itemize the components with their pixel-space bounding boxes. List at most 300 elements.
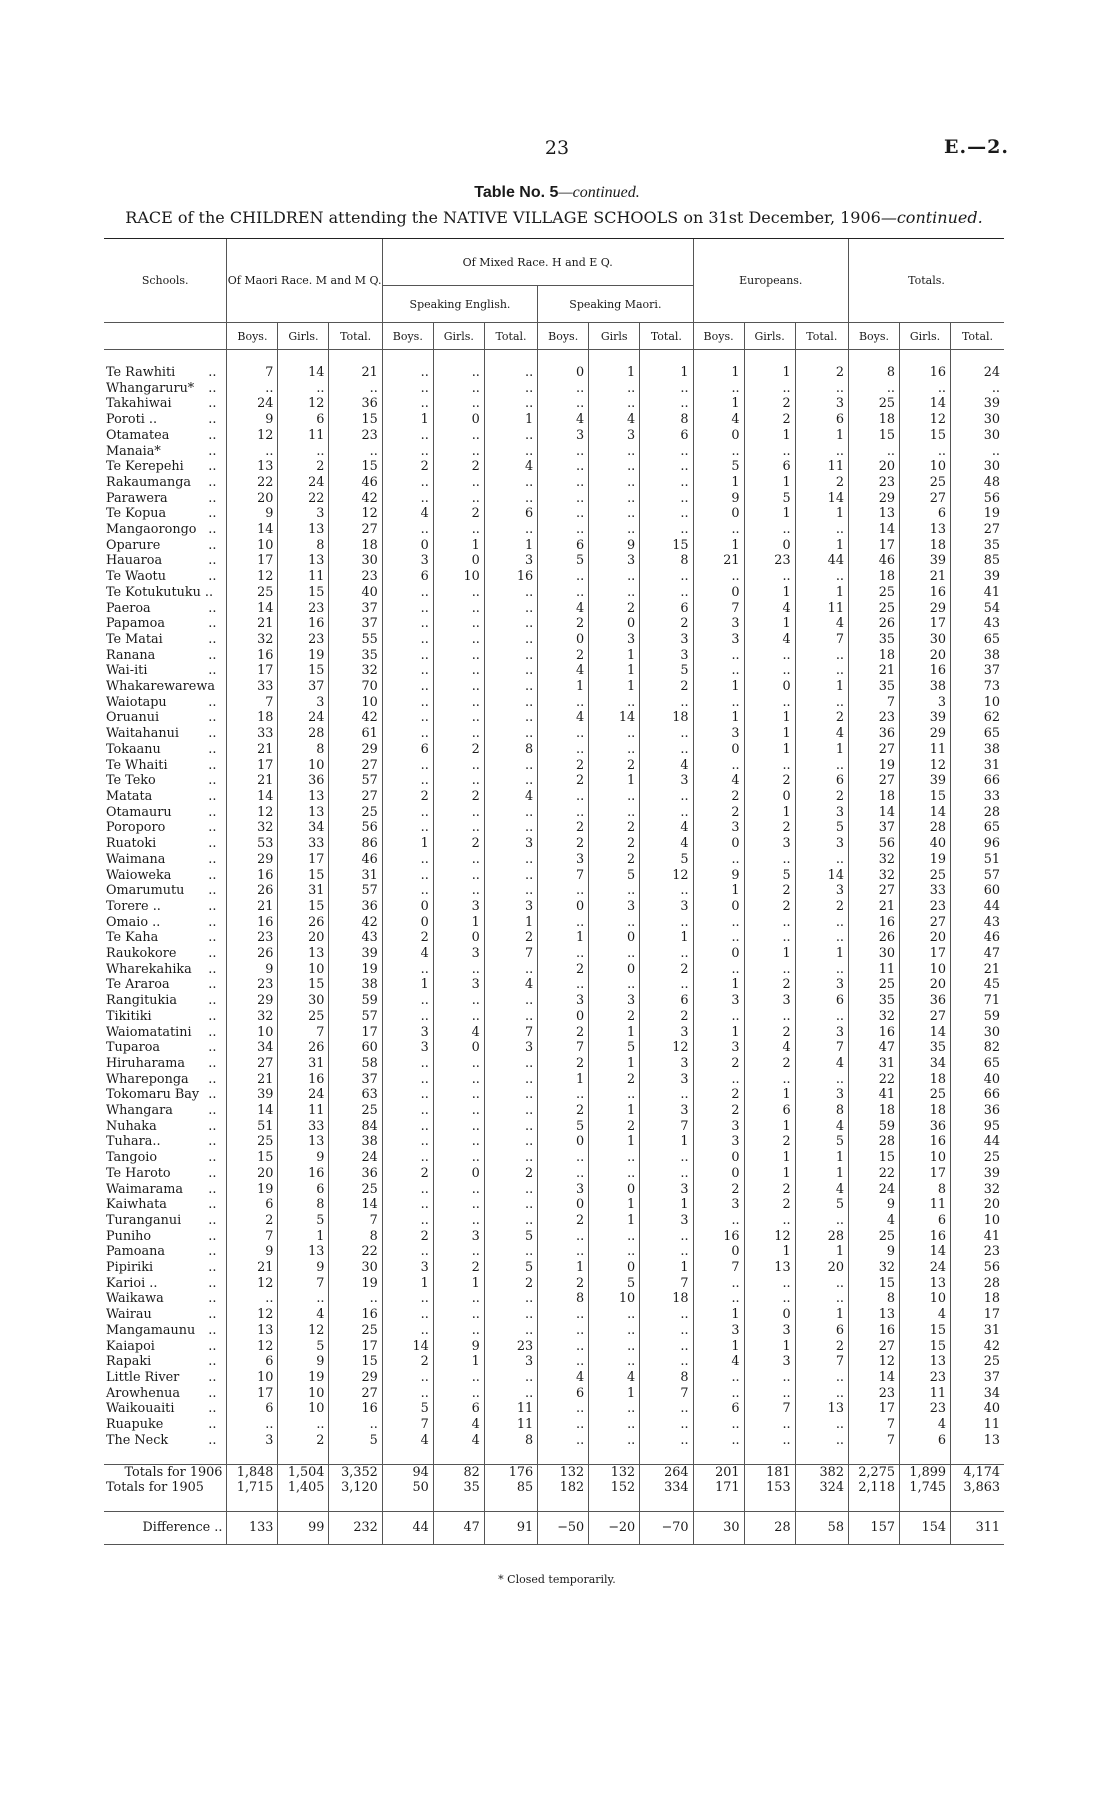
leader-dots: .. bbox=[208, 631, 217, 647]
value-cell: 26 bbox=[848, 930, 899, 946]
value-cell: .. bbox=[795, 569, 848, 585]
value-cell: .. bbox=[589, 459, 640, 475]
value-cell: .. bbox=[433, 1386, 484, 1402]
value-cell: .. bbox=[382, 726, 433, 742]
value-cell: 14 bbox=[227, 789, 278, 805]
value-cell: .. bbox=[382, 1150, 433, 1166]
value-cell: 17 bbox=[227, 758, 278, 774]
row-label: Torere .. bbox=[106, 898, 161, 914]
table-row bbox=[104, 1072, 1004, 1088]
value-cell: 19 bbox=[951, 506, 1005, 522]
value-cell: 1 bbox=[484, 412, 537, 428]
value-cell: 133 bbox=[227, 1511, 278, 1544]
value-cell: 3 bbox=[795, 883, 848, 899]
value-cell: 10 bbox=[278, 962, 329, 978]
value-cell: 5 bbox=[329, 1433, 382, 1449]
row-label: Pipiriki bbox=[106, 1260, 154, 1276]
value-cell: 37 bbox=[329, 601, 382, 617]
table-title-text: Table No. 5 bbox=[474, 184, 559, 201]
value-cell: .. bbox=[538, 883, 589, 899]
value-cell: .. bbox=[589, 569, 640, 585]
value-cell: .. bbox=[589, 1150, 640, 1166]
table-row bbox=[104, 553, 1004, 569]
totals-row bbox=[104, 1464, 1004, 1480]
value-cell: 13 bbox=[899, 1276, 950, 1292]
row-label: Wairau bbox=[106, 1307, 152, 1323]
value-cell: .. bbox=[538, 1244, 589, 1260]
value-cell: 21 bbox=[951, 962, 1005, 978]
value-cell: .. bbox=[538, 1150, 589, 1166]
value-cell: 18 bbox=[848, 569, 899, 585]
value-cell: 16 bbox=[278, 1166, 329, 1182]
value-cell: .. bbox=[382, 1009, 433, 1025]
value-cell: 8 bbox=[899, 1182, 950, 1198]
value-cell: 22 bbox=[278, 491, 329, 507]
row-label: Te Matai bbox=[106, 631, 163, 647]
value-cell: 13 bbox=[227, 459, 278, 475]
value-cell: 36 bbox=[329, 899, 382, 915]
table-row bbox=[104, 491, 1004, 507]
value-cell: .. bbox=[433, 365, 484, 381]
value-cell: 2 bbox=[589, 820, 640, 836]
value-cell: 7 bbox=[227, 365, 278, 381]
value-cell: 4 bbox=[589, 412, 640, 428]
value-cell: 8 bbox=[278, 742, 329, 758]
school-name bbox=[104, 396, 227, 412]
value-cell: 153 bbox=[744, 1480, 795, 1496]
value-cell: 3 bbox=[640, 1103, 693, 1119]
school-name bbox=[104, 1386, 227, 1402]
value-cell: .. bbox=[484, 1150, 537, 1166]
value-cell: 3 bbox=[484, 1040, 537, 1056]
value-cell: 12 bbox=[227, 428, 278, 444]
leader-dots: .. bbox=[208, 427, 217, 443]
value-cell: .. bbox=[640, 475, 693, 491]
row-label: Arowhenua bbox=[106, 1385, 180, 1401]
value-cell: 44 bbox=[951, 899, 1005, 915]
school-name bbox=[104, 1354, 227, 1370]
value-cell: 12 bbox=[227, 1339, 278, 1355]
value-cell: .. bbox=[484, 805, 537, 821]
value-cell: .. bbox=[484, 1213, 537, 1229]
value-cell: 16 bbox=[227, 648, 278, 664]
page-number: 23 bbox=[544, 137, 570, 159]
value-cell: 1 bbox=[795, 428, 848, 444]
value-cell bbox=[329, 1496, 382, 1512]
value-cell: .. bbox=[382, 381, 433, 397]
value-cell: 12 bbox=[227, 569, 278, 585]
value-cell: 5 bbox=[484, 1260, 537, 1276]
value-cell: 3 bbox=[433, 1229, 484, 1245]
header-speaking-english: Speaking English. bbox=[382, 286, 537, 323]
value-cell: 20 bbox=[278, 930, 329, 946]
value-cell: 3 bbox=[589, 632, 640, 648]
value-cell: .. bbox=[382, 695, 433, 711]
value-cell: .. bbox=[795, 381, 848, 397]
value-cell: 6 bbox=[640, 601, 693, 617]
value-cell: 5 bbox=[693, 459, 744, 475]
value-cell: 12 bbox=[848, 1354, 899, 1370]
value-cell bbox=[382, 1449, 433, 1465]
table-row bbox=[104, 1291, 1004, 1307]
value-cell: 1 bbox=[795, 1150, 848, 1166]
value-cell: 25 bbox=[899, 1087, 950, 1103]
value-cell: 3 bbox=[693, 1323, 744, 1339]
value-cell: 14 bbox=[795, 491, 848, 507]
table-row bbox=[104, 1276, 1004, 1292]
value-cell: .. bbox=[484, 365, 537, 381]
value-cell: 18 bbox=[640, 1291, 693, 1307]
row-label: Te Haroto bbox=[106, 1165, 171, 1181]
value-cell: 0 bbox=[589, 1260, 640, 1276]
value-cell: 24 bbox=[278, 475, 329, 491]
value-cell: 17 bbox=[848, 1401, 899, 1417]
value-cell: 15 bbox=[278, 977, 329, 993]
value-cell: 65 bbox=[951, 632, 1005, 648]
value-cell: .. bbox=[484, 1087, 537, 1103]
value-cell: .. bbox=[640, 1229, 693, 1245]
leader-dots: .. bbox=[208, 914, 217, 930]
value-cell: 46 bbox=[329, 475, 382, 491]
value-cell: 10 bbox=[899, 962, 950, 978]
value-cell: 23 bbox=[227, 977, 278, 993]
value-cell: 17 bbox=[227, 553, 278, 569]
row-label: Te Kopua bbox=[106, 506, 167, 522]
table-row bbox=[104, 1166, 1004, 1182]
value-cell: 17 bbox=[329, 1339, 382, 1355]
value-cell: 2 bbox=[382, 459, 433, 475]
table-row bbox=[104, 506, 1004, 522]
value-cell: .. bbox=[433, 601, 484, 617]
value-cell: 21 bbox=[693, 553, 744, 569]
caption-suffix: —continued. bbox=[880, 208, 983, 227]
value-cell: 39 bbox=[951, 569, 1005, 585]
value-cell: 0 bbox=[538, 632, 589, 648]
school-name bbox=[104, 1401, 227, 1417]
table-row bbox=[104, 1119, 1004, 1135]
row-label: Tuparoa bbox=[106, 1040, 161, 1056]
value-cell: 3,352 bbox=[329, 1464, 382, 1480]
value-cell: 94 bbox=[382, 1464, 433, 1480]
value-cell: 3 bbox=[693, 993, 744, 1009]
value-cell: .. bbox=[744, 1386, 795, 1402]
value-cell: .. bbox=[484, 396, 537, 412]
value-cell: 3 bbox=[640, 1025, 693, 1041]
value-cell: 25 bbox=[227, 585, 278, 601]
value-cell: 4 bbox=[382, 1433, 433, 1449]
table-row bbox=[104, 412, 1004, 428]
value-cell: 33 bbox=[227, 679, 278, 695]
value-cell: 26 bbox=[848, 616, 899, 632]
value-cell: 14 bbox=[899, 1244, 950, 1260]
value-cell: 16 bbox=[484, 569, 537, 585]
value-cell: 13 bbox=[795, 1401, 848, 1417]
leader-dots: .. bbox=[208, 993, 217, 1009]
value-cell: 2 bbox=[640, 679, 693, 695]
leader-dots: .. bbox=[208, 710, 217, 726]
header-maori-race: Of Maori Race. M and M Q. bbox=[227, 239, 382, 323]
value-cell: 82 bbox=[951, 1040, 1005, 1056]
school-name bbox=[104, 365, 227, 381]
school-name bbox=[104, 1150, 227, 1166]
value-cell: 66 bbox=[951, 773, 1005, 789]
value-cell: 26 bbox=[278, 915, 329, 931]
value-cell: 5 bbox=[484, 1229, 537, 1245]
value-cell: 2 bbox=[382, 1229, 433, 1245]
value-cell: .. bbox=[795, 648, 848, 664]
value-cell: 61 bbox=[329, 726, 382, 742]
value-cell: 14 bbox=[382, 1339, 433, 1355]
value-cell: 31 bbox=[278, 883, 329, 899]
leader-dots: .. bbox=[208, 1055, 217, 1071]
value-cell: .. bbox=[433, 1119, 484, 1135]
value-cell: 2 bbox=[795, 1339, 848, 1355]
value-cell: .. bbox=[744, 1009, 795, 1025]
value-cell: 16 bbox=[693, 1229, 744, 1245]
value-cell: 25 bbox=[848, 396, 899, 412]
value-cell: 4 bbox=[640, 836, 693, 852]
leader-dots: .. bbox=[208, 1040, 217, 1056]
value-cell: 30 bbox=[329, 1260, 382, 1276]
value-cell: 7 bbox=[278, 1276, 329, 1292]
value-cell: 9 bbox=[227, 506, 278, 522]
value-cell: 2 bbox=[795, 365, 848, 381]
value-cell: 14 bbox=[278, 365, 329, 381]
value-cell: .. bbox=[382, 1119, 433, 1135]
value-cell: 1,715 bbox=[227, 1480, 278, 1496]
value-cell: .. bbox=[382, 616, 433, 632]
value-cell: 13 bbox=[227, 1323, 278, 1339]
value-cell: .. bbox=[693, 522, 744, 538]
value-cell: .. bbox=[382, 522, 433, 538]
value-cell: 37 bbox=[848, 820, 899, 836]
value-cell: 0 bbox=[693, 742, 744, 758]
value-cell: .. bbox=[795, 915, 848, 931]
subheader-cell: Boys. bbox=[693, 323, 744, 350]
value-cell: 16 bbox=[848, 1323, 899, 1339]
value-cell: 8 bbox=[640, 553, 693, 569]
value-cell: 1 bbox=[693, 396, 744, 412]
value-cell: 22 bbox=[227, 475, 278, 491]
value-cell: 1 bbox=[589, 773, 640, 789]
value-cell: 4 bbox=[899, 1417, 950, 1433]
value-cell: 25 bbox=[951, 1150, 1005, 1166]
value-cell: 6 bbox=[484, 506, 537, 522]
leader-dots: .. bbox=[208, 600, 217, 616]
value-cell: .. bbox=[589, 726, 640, 742]
value-cell: .. bbox=[538, 1323, 589, 1339]
value-cell: 5 bbox=[382, 1401, 433, 1417]
value-cell: 13 bbox=[899, 522, 950, 538]
leader-dots: .. bbox=[208, 946, 217, 962]
value-cell: 2 bbox=[538, 962, 589, 978]
value-cell: .. bbox=[744, 1276, 795, 1292]
leader-dots: .. bbox=[208, 961, 217, 977]
value-cell: 1 bbox=[744, 585, 795, 601]
value-cell: 1 bbox=[589, 1103, 640, 1119]
row-label: Waimarama bbox=[106, 1181, 184, 1197]
value-cell bbox=[278, 1496, 329, 1512]
value-cell: 31 bbox=[329, 868, 382, 884]
value-cell: .. bbox=[484, 726, 537, 742]
value-cell: .. bbox=[433, 726, 484, 742]
value-cell: .. bbox=[589, 1087, 640, 1103]
value-cell: 27 bbox=[848, 1339, 899, 1355]
school-name bbox=[104, 789, 227, 805]
leader-dots: .. bbox=[208, 1385, 217, 1401]
value-cell: 3 bbox=[693, 1119, 744, 1135]
value-cell: .. bbox=[589, 491, 640, 507]
value-cell: 15 bbox=[329, 412, 382, 428]
value-cell: 32 bbox=[951, 1182, 1005, 1198]
row-label: Tokaanu bbox=[106, 741, 161, 757]
value-cell: .. bbox=[795, 962, 848, 978]
value-cell: 56 bbox=[848, 836, 899, 852]
header-schools: Schools. bbox=[104, 239, 227, 323]
value-cell: .. bbox=[433, 1197, 484, 1213]
value-cell: .. bbox=[640, 1401, 693, 1417]
value-cell: .. bbox=[640, 1166, 693, 1182]
value-cell: 58 bbox=[329, 1056, 382, 1072]
value-cell: 7 bbox=[795, 1040, 848, 1056]
value-cell: .. bbox=[538, 491, 589, 507]
value-cell: .. bbox=[693, 1009, 744, 1025]
value-cell: 3 bbox=[640, 1213, 693, 1229]
value-cell: 2 bbox=[433, 459, 484, 475]
school-name bbox=[104, 1464, 227, 1480]
value-cell: 15 bbox=[899, 1323, 950, 1339]
school-name bbox=[104, 459, 227, 475]
value-cell: .. bbox=[433, 773, 484, 789]
value-cell: 23 bbox=[744, 553, 795, 569]
value-cell: 12 bbox=[744, 1229, 795, 1245]
value-cell: 86 bbox=[329, 836, 382, 852]
value-cell: 3 bbox=[382, 1040, 433, 1056]
value-cell: .. bbox=[744, 381, 795, 397]
value-cell: 30 bbox=[951, 428, 1005, 444]
leader-dots: .. bbox=[208, 788, 217, 804]
document-code: E.—2. bbox=[944, 136, 1009, 158]
value-cell bbox=[693, 1496, 744, 1512]
value-cell: 0 bbox=[693, 946, 744, 962]
value-cell: .. bbox=[382, 710, 433, 726]
value-cell: .. bbox=[538, 444, 589, 460]
value-cell: .. bbox=[382, 758, 433, 774]
school-name bbox=[104, 1213, 227, 1229]
school-name bbox=[104, 852, 227, 868]
row-label: Totals for 1906 bbox=[124, 1464, 223, 1480]
value-cell: 18 bbox=[640, 710, 693, 726]
value-cell: 3 bbox=[484, 553, 537, 569]
value-cell: 25 bbox=[848, 1229, 899, 1245]
value-cell: .. bbox=[382, 491, 433, 507]
value-cell: 1 bbox=[693, 1307, 744, 1323]
value-cell: .. bbox=[433, 710, 484, 726]
value-cell: 2 bbox=[589, 1009, 640, 1025]
table-row bbox=[104, 601, 1004, 617]
leader-dots: .. bbox=[208, 1275, 217, 1291]
value-cell bbox=[589, 350, 640, 366]
value-cell: .. bbox=[640, 726, 693, 742]
value-cell: 3 bbox=[744, 836, 795, 852]
value-cell: 17 bbox=[227, 1386, 278, 1402]
value-cell: 38 bbox=[951, 742, 1005, 758]
value-cell: .. bbox=[484, 648, 537, 664]
table-row bbox=[104, 522, 1004, 538]
value-cell: 1 bbox=[795, 506, 848, 522]
value-cell: 12 bbox=[329, 506, 382, 522]
row-label: Poroporo bbox=[106, 820, 166, 836]
value-cell: 1 bbox=[744, 475, 795, 491]
value-cell: .. bbox=[484, 852, 537, 868]
value-cell: 32 bbox=[848, 868, 899, 884]
value-cell: 25 bbox=[227, 1134, 278, 1150]
value-cell: 3 bbox=[589, 993, 640, 1009]
school-name bbox=[104, 601, 227, 617]
value-cell: 65 bbox=[951, 726, 1005, 742]
value-cell bbox=[693, 1449, 744, 1465]
value-cell: .. bbox=[795, 852, 848, 868]
value-cell: 44 bbox=[795, 553, 848, 569]
value-cell: 2 bbox=[795, 789, 848, 805]
school-name bbox=[104, 1009, 227, 1025]
value-cell: 2 bbox=[538, 1056, 589, 1072]
value-cell: 4 bbox=[433, 1417, 484, 1433]
value-cell: 8 bbox=[640, 1370, 693, 1386]
value-cell: 25 bbox=[848, 601, 899, 617]
value-cell: 1 bbox=[382, 836, 433, 852]
value-cell: .. bbox=[433, 852, 484, 868]
value-cell: .. bbox=[484, 491, 537, 507]
value-cell: .. bbox=[484, 1009, 537, 1025]
value-cell: .. bbox=[589, 946, 640, 962]
value-cell: 85 bbox=[484, 1480, 537, 1496]
value-cell: 2 bbox=[640, 962, 693, 978]
value-cell: 5 bbox=[278, 1339, 329, 1355]
value-cell: 51 bbox=[227, 1119, 278, 1135]
school-name bbox=[104, 1496, 227, 1512]
value-cell: 57 bbox=[329, 1009, 382, 1025]
value-cell: 1 bbox=[744, 742, 795, 758]
row-label: Omarumutu bbox=[106, 883, 185, 899]
leader-dots: .. bbox=[208, 1024, 217, 1040]
spacer-row bbox=[104, 1496, 1004, 1512]
value-cell: .. bbox=[433, 491, 484, 507]
value-cell: 26 bbox=[227, 883, 278, 899]
value-cell: 1 bbox=[693, 475, 744, 491]
value-cell: 10 bbox=[278, 1386, 329, 1402]
value-cell: 2 bbox=[693, 1087, 744, 1103]
value-cell: 59 bbox=[329, 993, 382, 1009]
value-cell: 1 bbox=[640, 1197, 693, 1213]
value-cell: 7 bbox=[848, 1417, 899, 1433]
value-cell: .. bbox=[693, 381, 744, 397]
value-cell: .. bbox=[382, 396, 433, 412]
value-cell: .. bbox=[382, 1323, 433, 1339]
value-cell: .. bbox=[433, 695, 484, 711]
value-cell: 3,863 bbox=[951, 1480, 1005, 1496]
value-cell: 9 bbox=[227, 412, 278, 428]
value-cell: 7 bbox=[484, 946, 537, 962]
row-label: Tuhara.. bbox=[106, 1134, 161, 1150]
value-cell: 4 bbox=[538, 601, 589, 617]
value-cell: 10 bbox=[589, 1291, 640, 1307]
row-label: Poroti .. bbox=[106, 412, 158, 428]
leader-dots: .. bbox=[208, 930, 217, 946]
value-cell: 1 bbox=[795, 538, 848, 554]
school-name bbox=[104, 962, 227, 978]
value-cell: 1 bbox=[433, 1276, 484, 1292]
